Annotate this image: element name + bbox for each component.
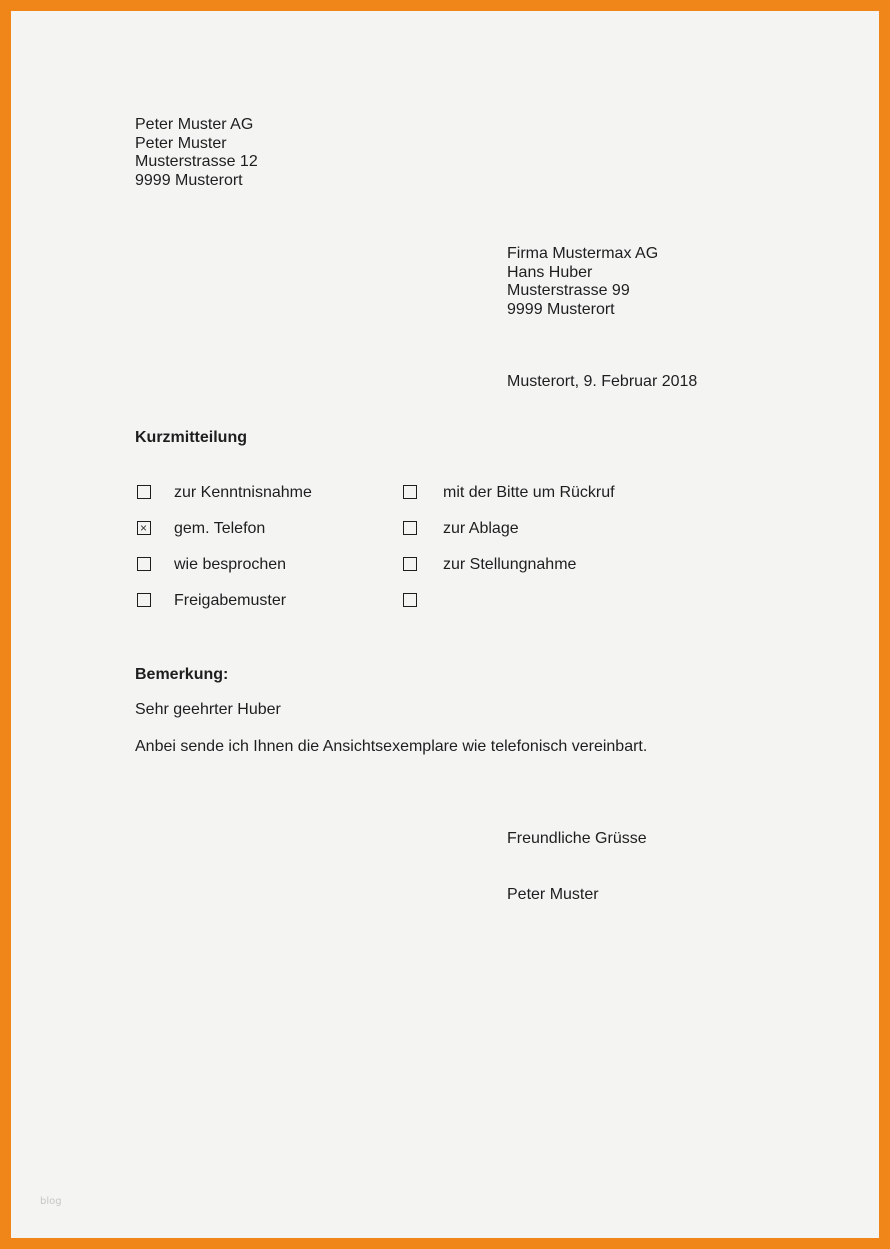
sender-address [135,116,258,190]
remarks-salutation: Sehr geehrter Huber [135,701,281,718]
recipient-address [507,245,658,319]
closing-signature: Peter Muster [507,886,599,903]
document-title: Kurzmitteilung [135,429,247,446]
label-ablage: zur Ablage [443,520,519,537]
recipient-street: Musterstrasse 99 [507,282,630,299]
checkbox-gem-telefon[interactable] [137,521,151,535]
checkbox-empty[interactable] [403,593,417,607]
date-line: Musterort, 9. Februar 2018 [507,373,698,390]
recipient-name: Hans Huber [507,263,593,281]
sender-name: Peter Muster [135,134,227,152]
recipient-company: Firma Mustermax AG [507,245,659,262]
sender-city: 9999 Musterort [135,171,243,189]
recipient-city: 9999 Musterort [507,300,615,318]
sender-company: Peter Muster AG [135,116,254,133]
checkbox-stellungnahme[interactable] [403,557,417,571]
remarks-heading: Bemerkung: [135,666,229,683]
checkbox-kenntnisnahme[interactable] [137,485,151,499]
closing-greeting: Freundliche Grüsse [507,830,647,847]
label-stellungnahme: zur Stellungnahme [443,556,577,573]
label-wie-besprochen: wie besprochen [174,556,287,573]
sender-street: Musterstrasse 12 [135,153,258,170]
checkbox-freigabemuster[interactable] [137,593,151,607]
checkbox-wie-besprochen[interactable] [137,557,151,571]
label-freigabemuster: Freigabemuster [174,592,287,609]
label-gem-telefon: gem. Telefon [174,520,266,537]
checkbox-ablage[interactable] [403,521,417,535]
watermark: blog [40,1196,62,1207]
label-kenntnisnahme: zur Kenntnisnahme [174,484,312,501]
label-rueckruf: mit der Bitte um Rückruf [443,484,615,501]
checkbox-rueckruf[interactable] [403,485,417,499]
remarks-body: Anbei sende ich Ihnen die Ansichtsexemplare wie telefonisch vereinbart. [135,738,648,755]
